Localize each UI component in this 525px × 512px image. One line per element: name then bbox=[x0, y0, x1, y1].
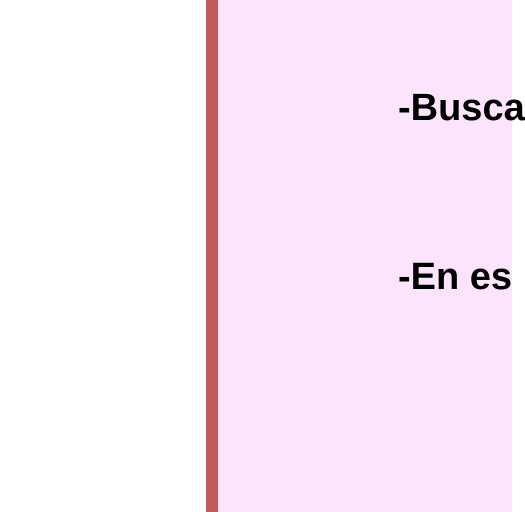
bullet-line-2: -En es bbox=[398, 256, 513, 298]
vertical-divider-bar bbox=[206, 0, 218, 512]
content-panel bbox=[218, 0, 525, 512]
left-blank-area bbox=[0, 0, 206, 512]
bullet-line-1: -Busca bbox=[398, 87, 525, 129]
